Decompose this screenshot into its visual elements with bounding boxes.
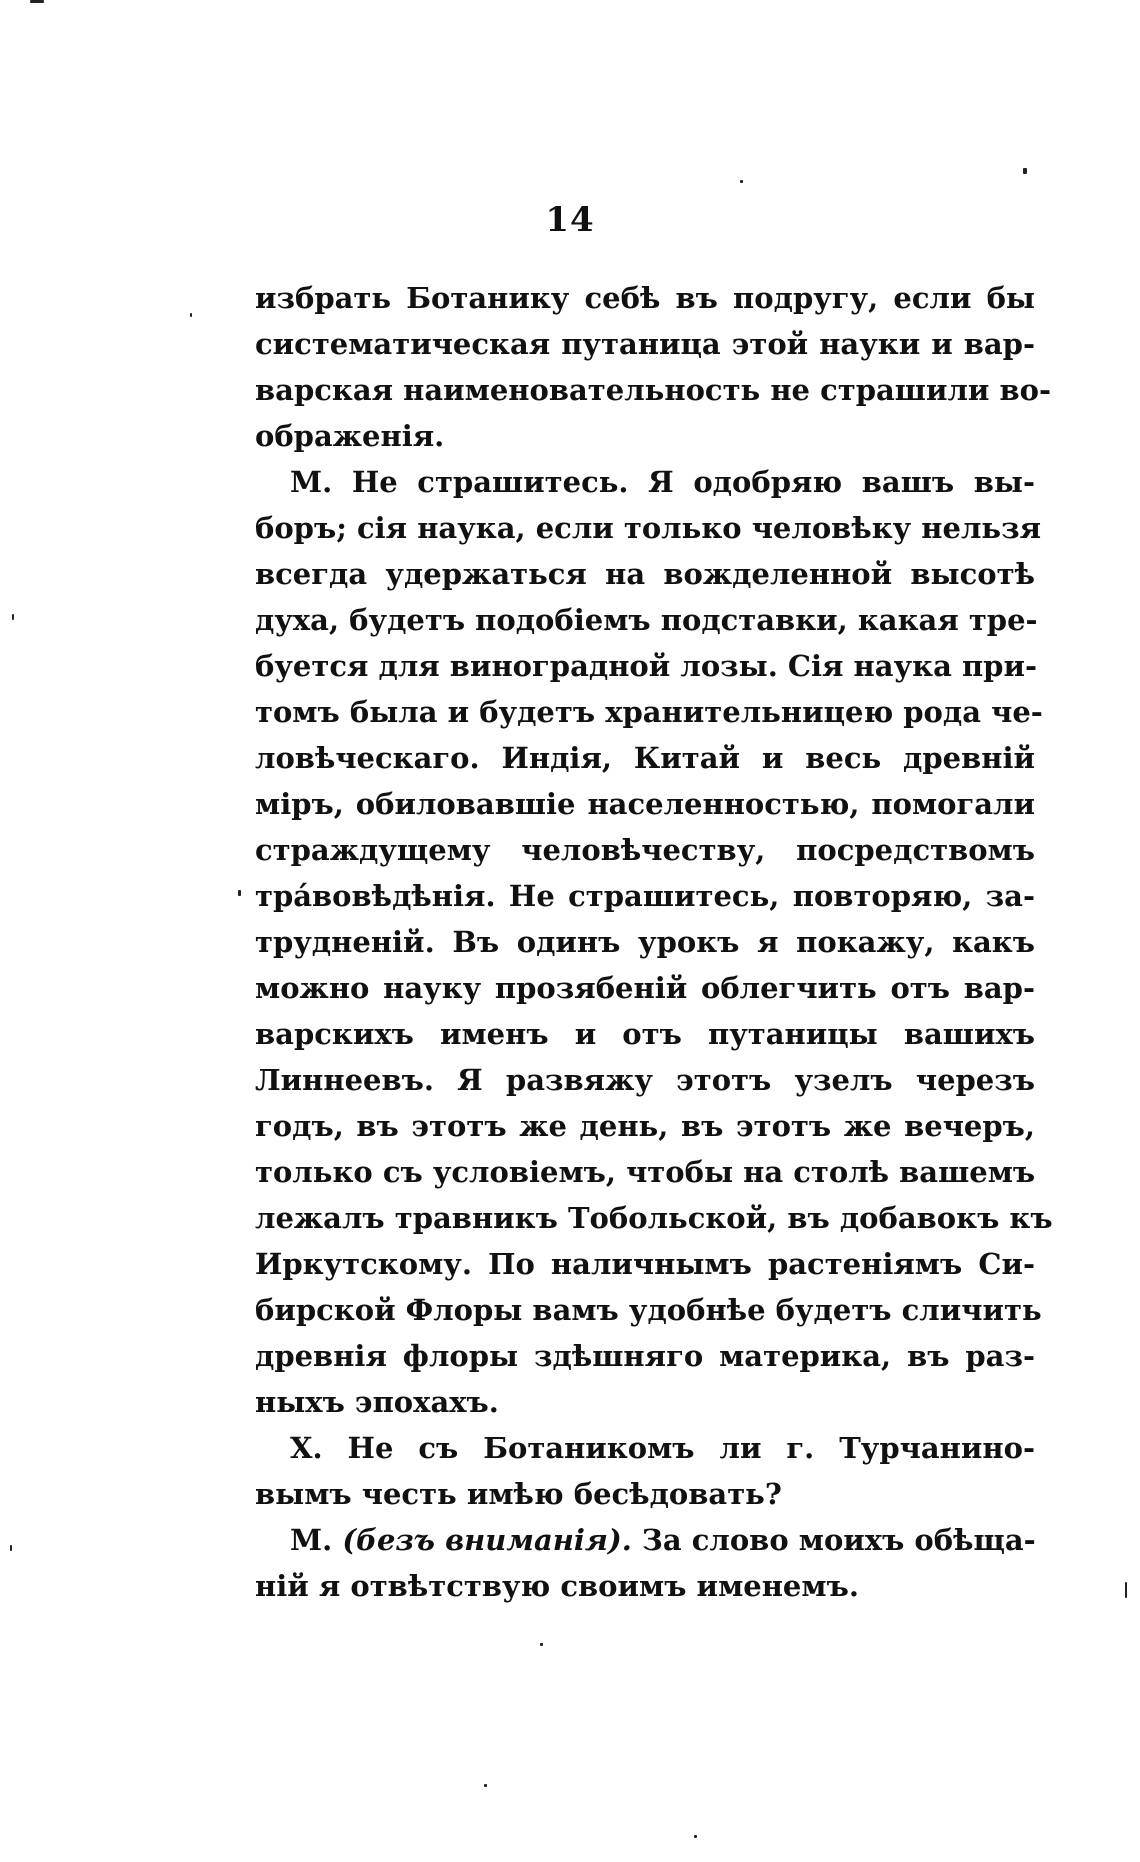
text-line: буется для виноградной лозы. Сія наука при- [255, 649, 1038, 683]
text-line: томъ была и будетъ хранительницею рода че- [255, 695, 1043, 729]
scan-speck [12, 614, 14, 620]
scan-speck [694, 1835, 697, 1838]
stage-direction: (безъ вниманія). [342, 1523, 632, 1557]
text-line: ловѣческаго. Индія, Китай и весь древній [255, 741, 1035, 775]
text-line: М. Не страшитесь. Я одобряю вашъ вы- [290, 465, 1035, 499]
text-line: всегда удержаться на вожделенной высотѣ [255, 557, 1035, 591]
scan-speck [1023, 168, 1027, 174]
text-line: бирской Флоры вамъ удобнѣе будетъ сличить [255, 1293, 1042, 1327]
text-line: міръ, обиловавшіе населенностью, помогали [255, 787, 1035, 821]
scan-speck [540, 1643, 543, 1646]
scan-speck [10, 1545, 12, 1551]
text-line: варская наименовательность не страшили во- [255, 373, 1052, 407]
text-line: годъ, въ этотъ же день, въ этотъ же вечеръ, [255, 1109, 1035, 1143]
scan-speck [484, 1784, 487, 1787]
scan-speck [740, 180, 743, 183]
text-line: ображенія. [255, 419, 445, 453]
text-line: духа, будетъ подобіемъ подставки, какая тре- [255, 603, 1038, 637]
paragraph [255, 459, 1053, 1425]
text-line: трáвовѣдѣнія. Не страшитесь, повторяю, за- [255, 879, 1035, 913]
text-line: варскихъ именъ и отъ путаницы вашихъ [255, 1017, 1035, 1051]
text-line: систематическая путаница этой науки и вар- [255, 327, 1035, 361]
scan-speck [1125, 1582, 1127, 1598]
text-line: древнія флоры здѣшняго материка, въ раз- [255, 1339, 1035, 1373]
text-line: трудненій. Въ одинъ урокъ я покажу, какъ [255, 925, 1035, 959]
text-line: Линнеевъ. Я развяжу этотъ узелъ черезъ [255, 1063, 1035, 1097]
text-line: Х. Не съ Ботаникомъ ли г. Турчанино- [290, 1431, 1035, 1465]
page-text [255, 275, 1053, 1609]
text-line: избрать Ботанику себѣ въ подругу, если бы [255, 281, 1035, 315]
page-number: 14 [545, 200, 595, 240]
speaker-label: М. [290, 1523, 333, 1557]
text-line: боръ; сія наука, если только человѣку нельзя [255, 511, 1042, 545]
text-line: только съ условіемъ, чтобы на столѣ вашемъ [255, 1155, 1036, 1189]
text-line: вымъ честь имѣю бесѣдовать? [255, 1477, 782, 1511]
scan-speck [190, 313, 192, 317]
text-fragment: За слово моихъ обѣща- [641, 1523, 1036, 1557]
text-line [255, 1517, 1035, 1563]
paragraph [255, 275, 1052, 459]
text-line: ныхъ эпохахъ. [255, 1385, 499, 1419]
scan-speck [238, 890, 241, 896]
text-line: лежалъ травникъ Тобольской, въ добавокъ къ [255, 1201, 1053, 1235]
text-line: ній я отвѣтствую своимъ именемъ. [255, 1569, 859, 1603]
paragraph [255, 1425, 1035, 1517]
text-line: страждущему человѣчеству, посредствомъ [255, 833, 1035, 867]
text-line: можно науку прозябеній облегчить отъ вар- [255, 971, 1035, 1005]
scan-speck [30, 0, 44, 3]
text-line: Иркутскому. По наличнымъ растеніямъ Си- [255, 1247, 1035, 1281]
paragraph [255, 1517, 1035, 1609]
